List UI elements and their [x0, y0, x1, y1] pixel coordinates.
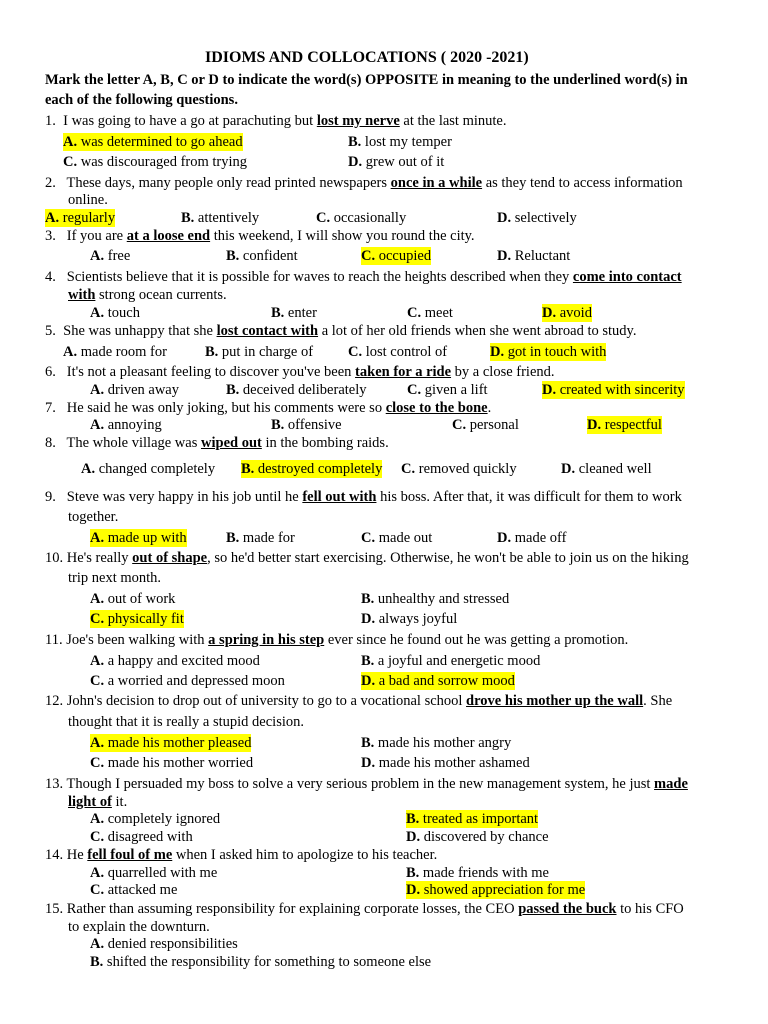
option-d[interactable]: D. cleaned well — [561, 461, 652, 477]
option-b[interactable]: B. made friends with me — [406, 865, 549, 881]
question-7 — [45, 399, 491, 417]
question-text: These days, many people only read printed newspapers — [66, 175, 391, 191]
option-b[interactable]: B. treated as important — [406, 811, 539, 827]
question-11 — [45, 631, 628, 649]
question-text: I was going to have a go at parachuting but — [63, 113, 317, 129]
question-12-continued: thought that it is really a stupid decision. — [68, 714, 304, 730]
option-a[interactable]: A. touch — [90, 305, 140, 321]
option-b[interactable]: B. unhealthy and stressed — [361, 591, 510, 607]
underlined-phrase: passed the buck — [518, 901, 617, 917]
option-b[interactable]: B. a joyful and energetic mood — [361, 653, 541, 669]
option-c[interactable]: C. was discouraged from trying — [63, 154, 248, 170]
question-number: 8. — [45, 435, 56, 451]
option-d[interactable]: D. showed appreciation for me — [406, 882, 586, 898]
option-b[interactable]: B. confident — [226, 248, 298, 264]
option-d[interactable]: D. grew out of it — [348, 154, 445, 170]
question-number: 3. — [45, 228, 56, 244]
question-number: 7. — [45, 400, 56, 416]
option-b[interactable]: B. destroyed completely — [241, 461, 383, 477]
question-text: He — [66, 847, 88, 863]
question-text: when I asked him to apologize to his teacher. — [172, 847, 438, 863]
question-text: a lot of her old friends when she went abroad to study. — [318, 323, 637, 339]
question-2-continued: online. — [68, 192, 108, 208]
option-c[interactable]: C. made his mother worried — [90, 755, 254, 771]
option-d[interactable]: D. Reluctant — [497, 248, 571, 264]
underlined-phrase: once in a while — [390, 175, 483, 191]
question-number: 4. — [45, 269, 56, 285]
question-number: 5. — [45, 323, 56, 339]
question-text: in the bombing raids. — [261, 435, 389, 451]
underlined-phrase: lost contact with — [216, 323, 319, 339]
option-c[interactable]: C. attacked me — [90, 882, 178, 898]
option-a[interactable]: A. annoying — [90, 417, 162, 433]
option-c[interactable]: C. made out — [361, 530, 433, 546]
option-b[interactable]: B. deceived deliberately — [226, 382, 367, 398]
question-text: John's decision to drop out of university to go to a vocational school — [66, 693, 467, 709]
question-4-continued — [68, 286, 227, 304]
option-b[interactable]: B. put in charge of — [205, 344, 314, 360]
instruction-line-2: each of the following questions. — [45, 92, 238, 108]
question-text: Steve was very happy in his job until he — [66, 489, 303, 505]
instruction-line-1: Mark the letter A, B, C or D to indicate the word(s) OPPOSITE in meaning to the underlined word(s) in — [45, 72, 688, 88]
worksheet-title: IDIOMS AND COLLOCATIONS ( 2020 -2021) — [205, 49, 529, 66]
option-d[interactable]: D. avoid — [542, 305, 592, 321]
question-text: strong ocean currents. — [95, 287, 227, 303]
underlined-phrase: fell foul of me — [87, 847, 173, 863]
option-d[interactable]: D. made off — [497, 530, 567, 546]
question-4 — [45, 268, 682, 286]
question-text: by a close friend. — [451, 364, 555, 380]
question-text: The whole village was — [66, 435, 201, 451]
underlined-phrase: at a loose end — [126, 228, 211, 244]
option-b[interactable]: B. lost my temper — [348, 134, 452, 150]
question-text: She was unhappy that she — [63, 323, 217, 339]
question-text: it. — [111, 794, 128, 810]
option-a[interactable]: A. was determined to go ahead — [63, 134, 243, 150]
option-b[interactable]: B. attentively — [181, 210, 260, 226]
question-number: 11. — [45, 632, 63, 648]
option-a[interactable]: A. changed completely — [81, 461, 216, 477]
option-a[interactable]: A. made his mother pleased — [90, 735, 252, 751]
underlined-phrase: made — [654, 776, 688, 792]
option-a[interactable]: A. denied responsibilities — [90, 936, 238, 952]
question-number: 15. — [45, 901, 64, 917]
underlined-phrase: a spring in his step — [208, 632, 325, 648]
option-d[interactable]: D. respectful — [587, 417, 662, 433]
question-12 — [45, 692, 672, 710]
option-a[interactable]: A. driven away — [90, 382, 179, 398]
option-d[interactable]: D. always joyful — [361, 611, 458, 627]
question-text: . — [487, 400, 492, 416]
option-d[interactable]: D. made his mother ashamed — [361, 755, 530, 771]
option-b[interactable]: B. made his mother angry — [361, 735, 512, 751]
underlined-phrase: close to the bone — [385, 400, 488, 416]
question-14 — [45, 846, 437, 864]
option-c[interactable]: C. personal — [452, 417, 519, 433]
question-text: . She — [643, 693, 673, 709]
question-13-continued — [68, 793, 127, 811]
option-c[interactable]: C. a worried and depressed moon — [90, 673, 285, 689]
option-a[interactable]: A. made room for — [63, 344, 167, 360]
underlined-phrase: taken for a ride — [355, 364, 452, 380]
question-text: Rather than assuming responsibility for explaining corporate losses, the CEO — [66, 901, 519, 917]
option-b[interactable]: B. offensive — [271, 417, 342, 433]
option-c[interactable]: C. lost control of — [348, 344, 448, 360]
option-a[interactable]: A. quarrelled with me — [90, 865, 218, 881]
question-text: , so he'd better start exercising. Otherwise, he won't be able to join us on the hiking — [207, 550, 689, 566]
underlined-phrase: fell out with — [302, 489, 377, 505]
option-b[interactable]: B. shifted the responsibility for something to someone else — [90, 954, 432, 970]
underlined-phrase: out of shape — [132, 550, 208, 566]
question-text: to his CFO — [616, 901, 684, 917]
option-c[interactable]: C. removed quickly — [401, 461, 517, 477]
option-c[interactable]: C. given a lift — [407, 382, 488, 398]
question-text: Scientists believe that it is possible for waves to reach the heights described when they — [66, 269, 573, 285]
question-text: If you are — [66, 228, 127, 244]
question-text: He's really — [66, 550, 133, 566]
question-15-continued: to explain the downturn. — [68, 919, 210, 935]
option-a[interactable]: A. a happy and excited mood — [90, 653, 260, 669]
underlined-phrase: light of — [68, 794, 112, 810]
question-8 — [45, 434, 389, 452]
question-text: He said he was only joking, but his comments were so — [66, 400, 386, 416]
option-d[interactable]: D. got in touch with — [490, 344, 607, 360]
question-text: his boss. After that, it was difficult for them to work — [376, 489, 682, 505]
question-number: 1. — [45, 113, 56, 129]
question-1 — [45, 112, 506, 130]
option-d[interactable]: D. created with sincerity — [542, 382, 685, 398]
question-10 — [45, 549, 689, 567]
option-a[interactable]: A. free — [90, 248, 131, 264]
question-number: 14. — [45, 847, 64, 863]
question-3 — [45, 227, 475, 245]
question-text: as they tend to access information — [482, 175, 683, 191]
option-c[interactable]: C. meet — [407, 305, 453, 321]
question-number: 13. — [45, 776, 64, 792]
option-a[interactable]: A. regularly — [45, 210, 116, 226]
question-2 — [45, 174, 683, 192]
option-d[interactable]: D. discovered by chance — [406, 829, 549, 845]
question-10-continued: trip next month. — [68, 570, 162, 586]
underlined-phrase: come into contact — [572, 269, 682, 285]
question-text: Joe's been walking with — [66, 632, 209, 648]
option-b[interactable]: B. enter — [271, 305, 317, 321]
question-9-continued: together. — [68, 509, 119, 525]
option-c[interactable]: C. physically fit — [90, 611, 184, 627]
question-text: this weekend, I will show you round the city. — [210, 228, 475, 244]
question-15 — [45, 900, 684, 918]
option-c[interactable]: C. occasionally — [316, 210, 407, 226]
underlined-phrase: with — [68, 287, 96, 303]
option-a[interactable]: A. out of work — [90, 591, 176, 607]
option-d[interactable]: D. selectively — [497, 210, 577, 226]
question-number: 10. — [45, 550, 64, 566]
option-a[interactable]: A. completely ignored — [90, 811, 221, 827]
question-13 — [45, 775, 688, 793]
option-c[interactable]: C. disagreed with — [90, 829, 193, 845]
question-9 — [45, 488, 682, 506]
question-text: It's not a pleasant feeling to discover you've been — [66, 364, 356, 380]
question-number: 6. — [45, 364, 56, 380]
option-c[interactable]: C. occupied — [361, 248, 432, 264]
question-number: 9. — [45, 489, 56, 505]
option-b[interactable]: B. made for — [226, 530, 295, 546]
question-number: 12. — [45, 693, 64, 709]
underlined-phrase: drove his mother up the wall — [466, 693, 644, 709]
underlined-phrase: lost my nerve — [316, 113, 400, 129]
question-text: Though I persuaded my boss to solve a very serious problem in the new management system, he just — [66, 776, 655, 792]
question-number: 2. — [45, 175, 56, 191]
question-text: ever since he found out he was getting a promotion. — [324, 632, 629, 648]
option-a[interactable]: A. made up with — [90, 530, 187, 546]
question-6 — [45, 363, 555, 381]
option-d[interactable]: D. a bad and sorrow mood — [361, 673, 515, 689]
question-5 — [45, 322, 636, 340]
underlined-phrase: wiped out — [201, 435, 262, 451]
question-text: at the last minute. — [399, 113, 507, 129]
